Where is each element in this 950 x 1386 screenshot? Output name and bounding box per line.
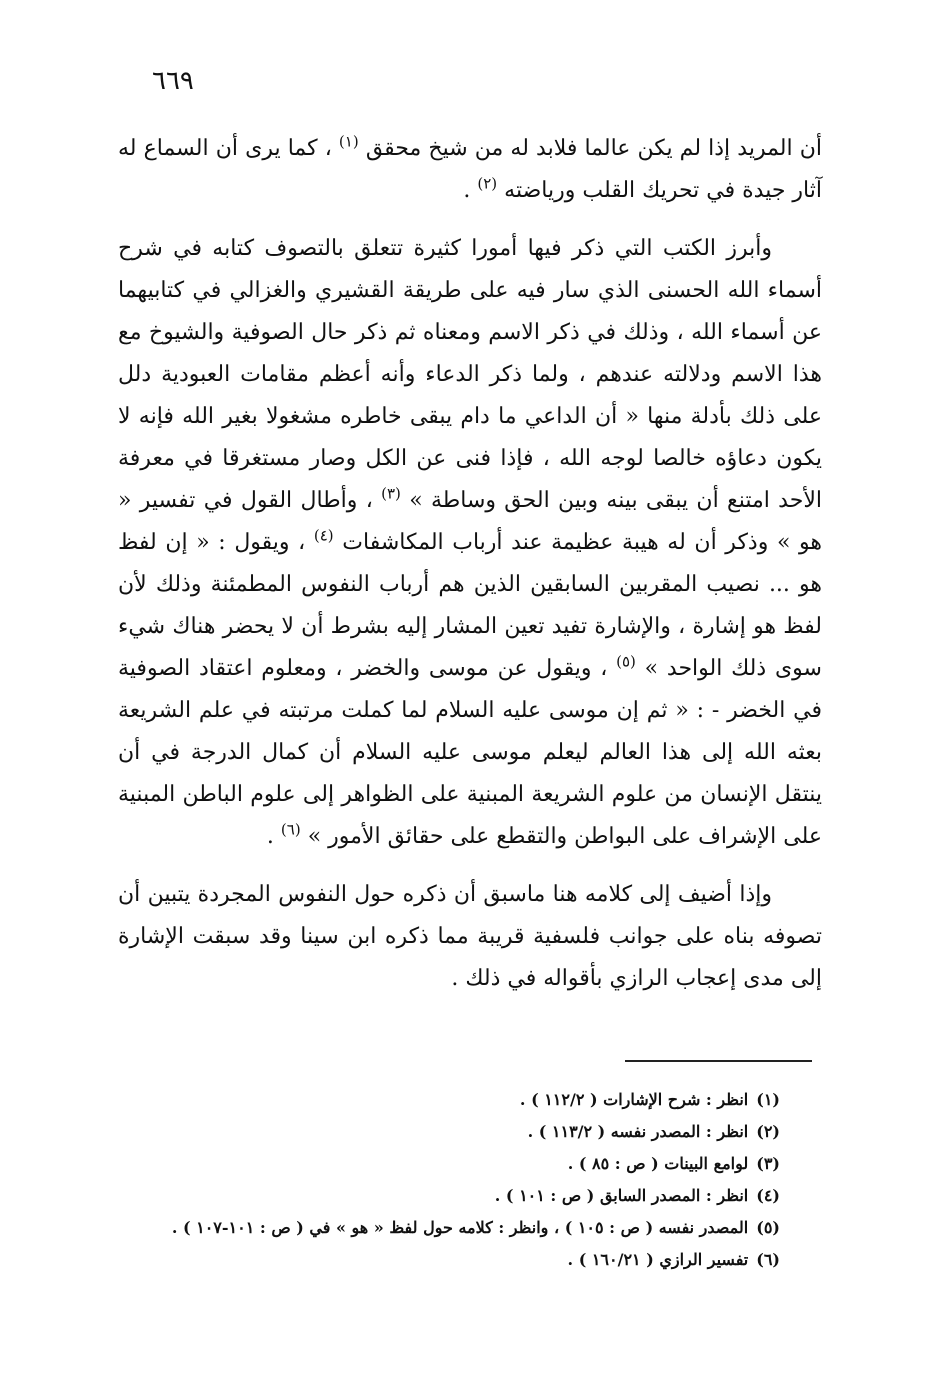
footnote-number: (٤) bbox=[756, 1186, 780, 1205]
paragraph-3: وإذا أضيف إلى كلامه هنا ماسبق أن ذكره حول النفوس المجردة يتبين أن تصوفه بناه على جوانب فلسفية قريبة مما ذكره ابن سينا وقد سبقت الإشارة إلى مدى إعجاب الرازي بأقواله في ذلك . bbox=[118, 882, 822, 991]
footnote-text: المصدر نفسه ( ص : ١٠٥ ) ، وانظر : كلامه حول لفظ « هو » في ( ص : ١٠١-١٠٧ ) . bbox=[171, 1218, 749, 1237]
page-number: ٦٦٩ bbox=[152, 66, 194, 96]
footnote-3 bbox=[100, 1148, 780, 1180]
paragraph-1-text-a: أن المريد إذا لم يكن عالما فلابد له من شيخ محقق bbox=[365, 136, 822, 161]
paragraph-2-text-b: ، وأطال القول في تفسير « هو » وذكر أن له هيبة عظيمة عند أرباب المكاشفات bbox=[118, 488, 822, 555]
footnote-text: انظر : المصدر السابق ( ص : ١٠١ ) . bbox=[494, 1186, 749, 1205]
paragraph-1-text-b: ، كما يرى أن السماع له آثار جيدة في تحريك القلب ورياضته bbox=[118, 136, 822, 203]
footnote-number: (٥) bbox=[756, 1218, 780, 1237]
footnote-4 bbox=[100, 1180, 780, 1212]
paragraph-2 bbox=[118, 228, 822, 858]
footnote-text: لوامع البينات ( ص : ٨٥ ) . bbox=[567, 1154, 749, 1173]
footnote-marker-5: (٥) bbox=[616, 652, 636, 671]
footnote-number: (٣) bbox=[756, 1154, 780, 1173]
footnote-number: (٢) bbox=[756, 1122, 780, 1141]
footnote-text: انظر : شرح الإشارات ( ١١٢/٢ ) . bbox=[519, 1090, 749, 1109]
footnotes bbox=[100, 1084, 780, 1276]
footnote-marker-4: (٤) bbox=[313, 526, 334, 545]
paragraph-2-text-e: . bbox=[266, 824, 281, 849]
footnote-text: انظر : المصدر نفسه ( ١١٣/٢ ) . bbox=[527, 1122, 749, 1141]
footnote-5 bbox=[100, 1212, 780, 1244]
footnote-marker-3: (٣) bbox=[381, 484, 401, 503]
paragraph-2-text-c: ، ويقول : « إن لفظ هو ... نصيب المقربين السابقين الذين هم أرباب النفوس المطمئنة وذلك لأن لفظ هو إشارة ، والإشارة تفيد تعين المشار إليه بشرط أن لا يحضر هناك شيء سوى ذلك الواحد » bbox=[118, 530, 822, 681]
footnote-separator bbox=[625, 1060, 812, 1062]
footnote-marker-6: (٦) bbox=[280, 820, 301, 839]
footnote-1 bbox=[100, 1084, 780, 1116]
footnote-number: (٦) bbox=[756, 1250, 780, 1269]
paragraph-2-text-a: وأبرز الكتب التي ذكر فيها أمورا كثيرة تتعلق بالتصوف كتابه في شرح أسماء الله الحسنى الذي سار فيه على طريقة القشيري والغزالي في كتابيهما عن أسماء الله ، وذلك في ذكر الاسم ومعناه ثم ذكر حال الصوفية والشيوخ مع هذا الاسم ودلالته عندهم ، ولما ذكر الدعاء وأنه أعظم مقامات العبودية دلل على ذلك بأدلة منها « أن الداعي ما دام يبقى خاطره مشغولا بغير الله فإنه لا يكون دعاؤه خالصا لوجه الله ، فإذا فنى عن الكل وصار مستغرقا في معرفة الأحد امتنع أن يبقى بينه وبين الحق وساطة » bbox=[118, 236, 822, 513]
footnote-marker-1: (١) bbox=[338, 132, 359, 151]
footnote-text: تفسير الرازي ( ١٦٠/٢١ ) . bbox=[567, 1250, 749, 1269]
body-text bbox=[118, 128, 822, 1000]
footnote-marker-2: (٢) bbox=[477, 174, 498, 193]
paragraph-2-text-d: ، ويقول عن موسى والخضر ، ومعلوم اعتقاد الصوفية في الخضر - : « ثم إن موسى عليه السلام لما كملت مرتبته في علم الشريعة بعثه الله إلى هذا العالم ليعلم موسى عليه السلام أن كمال الدرجة في أن ينتقل الإنسان من علوم الشريعة المبنية على الظواهر إلى علوم الباطن المبنية على الإشراف على البواطن والتقطع على حقائق الأمور » bbox=[118, 656, 822, 849]
footnote-number: (١) bbox=[756, 1090, 780, 1109]
footnote-2 bbox=[100, 1116, 780, 1148]
paragraph-1-text-c: . bbox=[463, 178, 478, 203]
footnote-6 bbox=[100, 1244, 780, 1276]
paragraph-1 bbox=[118, 128, 822, 212]
